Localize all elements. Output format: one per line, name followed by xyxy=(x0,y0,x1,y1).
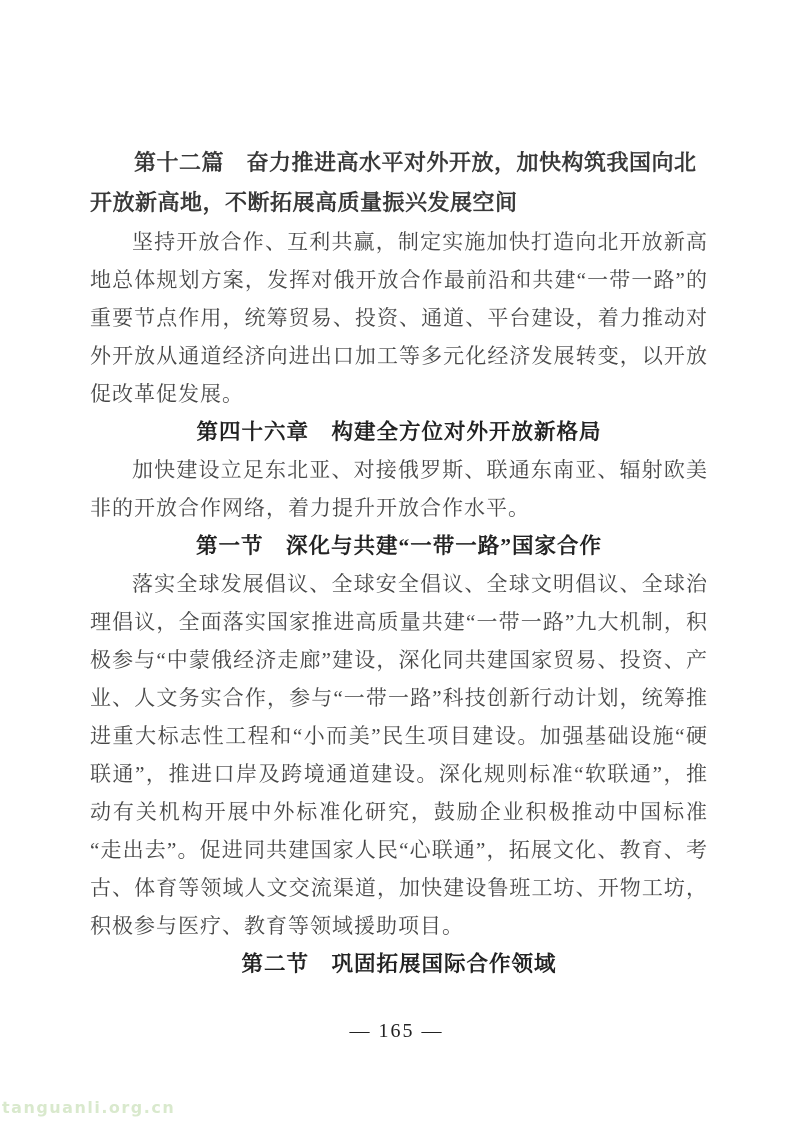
document-content xyxy=(90,143,708,983)
page-number: — 165 — xyxy=(349,1020,444,1042)
paragraph-chapter: 加快建设立足东北亚、对接俄罗斯、联通东南亚、辐射欧美非的开放合作网络，着力提升开放合作水平。 xyxy=(90,458,708,520)
watermark-text: tanguanli.org.cn xyxy=(2,1098,176,1117)
section-2-heading: 第二节 巩固拓展国际合作领域 xyxy=(241,952,557,976)
paragraph-intro: 坚持开放合作、互利共赢，制定实施加快打造向北开放新高地总体规划方案，发挥对俄开放合作最前沿和共建“一带一路”的重要节点作用，统筹贸易、投资、通道、平台建设，着力推动对外开放从通道经济向进出口加工等多元化经济发展转变，以开放促改革促发展。 xyxy=(90,230,708,406)
chapter-heading: 第四十六章 构建全方位对外开放新格局 xyxy=(196,420,602,444)
paragraph-section-1: 落实全球发展倡议、全球安全倡议、全球文明倡议、全球治理倡议，全面落实国家推进高质量共建“一带一路”九大机制，积极参与“中蒙俄经济走廊”建设，深化同共建国家贸易、投资、产业、人文务实合作，参与“一带一路”科技创新行动计划，统筹推进重大标志性工程和“小而美”民生项目建设。加强基础设施“硬联通”，推进口岸及跨境通道建设。深化规则标准“软联通”，推动有关机构开展中外标准化研究，鼓励企业积极推动中国标准“走出去”。促进同共建国家人民“心联通”，拓展文化、教育、考古、体育等领域人文交流渠道，加快建设鲁班工坊、开物工坊，积极参与医疗、教育等领域援助项目。 xyxy=(90,572,708,938)
part-title: 第十二篇 奋力推进高水平对外开放，加快构筑我国向北开放新高地，不断拓展高质量振兴发展空间 xyxy=(90,150,697,215)
section-1-heading: 第一节 深化与共建“一带一路”国家合作 xyxy=(195,534,602,558)
